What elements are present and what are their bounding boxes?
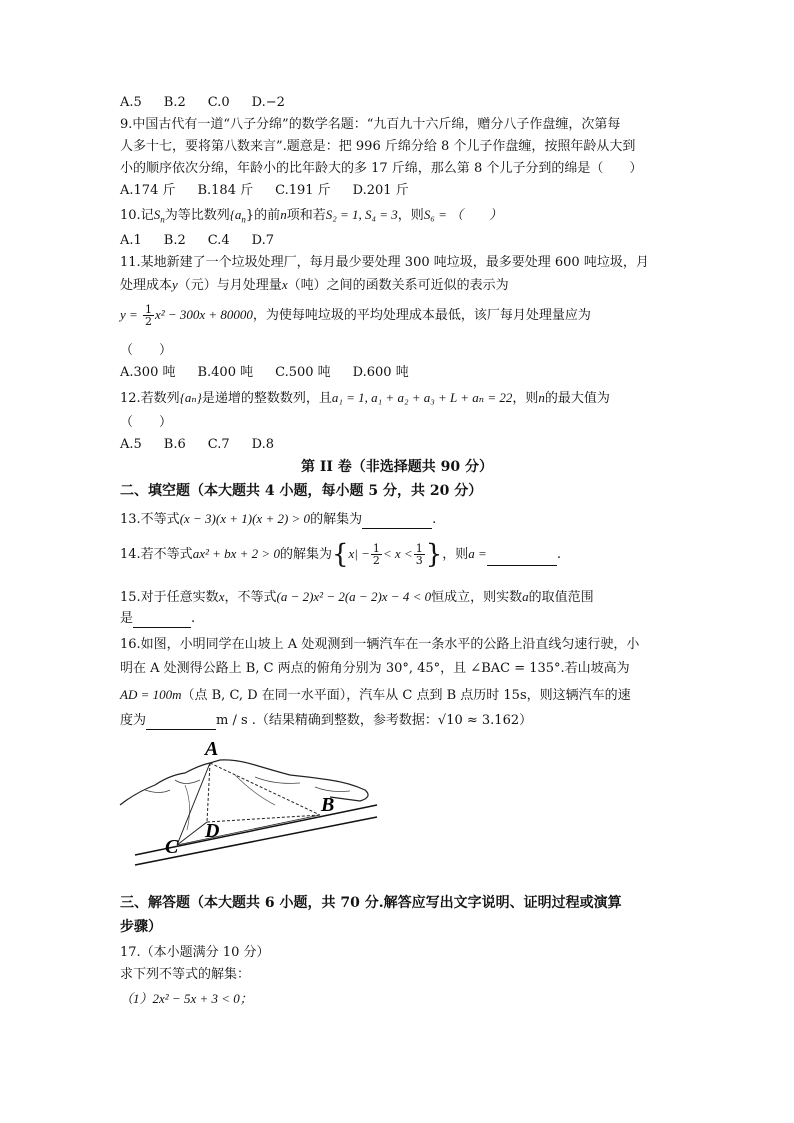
q17-instruction: 求下列不等式的解集： — [120, 967, 251, 982]
label-d: D — [205, 820, 220, 842]
line-ad — [207, 763, 210, 822]
q16-line-1: 16.如图，小明同学在山坡上 A 处观测到一辆汽车在一条水平的公路上沿直线匀速行驶，小 — [120, 637, 640, 652]
q10-option-d: D.7 — [251, 233, 275, 248]
q12-option-d: D.8 — [251, 437, 275, 452]
q10-stem: 10.记$S_n$为等比数列$\{a_n\}$的前n项和若S₂ = 1, S₄ = 3，则S₆ = （ ） — [120, 207, 503, 225]
left-brace-icon: { — [331, 539, 349, 570]
q15-answer-blank[interactable] — [133, 613, 191, 628]
q15-end: . — [191, 611, 196, 626]
q14-answer-blank[interactable] — [487, 551, 557, 566]
q9-option-a: A.174 斤 — [120, 183, 176, 198]
right-brace-icon: } — [425, 539, 443, 570]
q16-line-3 — [120, 686, 631, 705]
q10-option-c: C.4 — [207, 233, 230, 248]
q13-end: . — [432, 512, 437, 527]
q11-text-b: （元）与月处理量 — [177, 278, 282, 293]
q12-options — [120, 436, 296, 454]
q10-text-e: ，则 — [397, 208, 424, 223]
q15-text-d: 的取值范围 — [528, 590, 594, 605]
q17-header: 17.（本小题满分 10 分） — [120, 945, 270, 960]
slope-lines — [185, 775, 275, 830]
label-a: A — [205, 738, 219, 760]
q11-eq-right: x² − 300x + 80000 — [154, 307, 253, 322]
q10-options — [120, 232, 296, 250]
q8-option-b: B.2 — [163, 95, 186, 110]
section3-title-line-1: 三、解答题（本大题共 6 小题，共 70 分.解答应写出文字说明、证明过程或演算 — [120, 895, 622, 911]
q11-text-c: （吨）之间的函数关系可近似的表示为 — [287, 278, 509, 293]
q11-option-d: D.600 吨 — [352, 365, 409, 380]
q13-text-b: 的解集为 — [310, 512, 363, 527]
q16-line-4 — [120, 712, 532, 730]
q15-a: a — [522, 589, 529, 604]
q12-paren: （ ） — [120, 415, 173, 430]
q17-part-1: （1）2x² − 5x + 3 < 0； — [120, 991, 253, 1006]
q11-text-d: ，为使每吨垃圾的平均处理成本最低，该厂每月处理量应为 — [252, 308, 591, 323]
q10-text-d: 项和若 — [286, 208, 326, 223]
q13-stem — [120, 510, 436, 529]
section3-title-line-2: 步骤） — [120, 919, 162, 935]
q14-text-a: 14.若不等式 — [120, 547, 193, 562]
q8-options — [120, 94, 307, 112]
q14-set-mid: < x < — [382, 546, 413, 561]
q12-seq: {aₙ} — [179, 390, 202, 405]
q14-set-left: x| − — [348, 546, 370, 561]
q13-answer-blank[interactable] — [362, 514, 432, 529]
q16-text-c: （点 B, C, D 在同一水平面），汽车从 C 点到 B 点历时 15s，则这辆汽车的速 — [181, 688, 631, 703]
q11-option-b: B.400 吨 — [197, 365, 254, 380]
mountain-texture — [145, 777, 350, 793]
q13-text-a: 13.不等式 — [120, 512, 180, 527]
q11-options — [120, 364, 431, 382]
q14-end: . — [556, 547, 561, 562]
q14-a-eq: a = — [468, 546, 487, 561]
q12-option-c: C.7 — [207, 437, 230, 452]
q10-sn: S — [153, 207, 161, 222]
q15-text-a: 15.对于任意实数 — [120, 590, 219, 605]
q10-n: n — [280, 207, 287, 222]
q9-option-c: C.191 斤 — [275, 183, 331, 198]
label-b: B — [321, 794, 335, 816]
q10-text-b: 为等比数列 — [164, 208, 230, 223]
q11-option-c: C.500 吨 — [275, 365, 331, 380]
q8-option-d: D.−2 — [251, 95, 285, 110]
part2-title: 第 II 卷（非选择题共 90 分） — [300, 459, 494, 475]
q11-line-2 — [120, 276, 509, 295]
q13-inequality: (x − 3)(x + 1)(x + 2) > 0 — [179, 511, 311, 526]
q10-text-c: }的前 — [245, 208, 281, 223]
q8-option-a: A.5 — [120, 95, 142, 110]
q11-fraction: $\frac{1}{2}$ — [144, 303, 152, 328]
label-c: C — [165, 836, 179, 858]
q12-text-b: 是递增的整数数列，且 — [201, 391, 332, 406]
q12-stem — [120, 389, 610, 408]
q14-text-c: ，则 — [442, 547, 469, 562]
q12-condition: a₁ = 1, a₁ + a₂ + a₃ + L + aₙ = 22 — [331, 390, 513, 405]
q9-line-1: 9.中国古代有一道“八子分绵”的数学名题：“九百九十六斤绵，赠分八子作盘缠，次第每 — [120, 117, 621, 132]
q15-text-b: ，不等式 — [224, 590, 277, 605]
q15-stem — [120, 588, 594, 607]
q14-text-b: 的解集为 — [279, 547, 332, 562]
q16-text-d: 度为 — [120, 713, 147, 728]
q12-text-a: 12.若数列 — [120, 391, 180, 406]
q12-option-a: A.5 — [120, 437, 142, 452]
q8-option-c: C.0 — [207, 95, 230, 110]
q10-seq: {a — [229, 207, 242, 222]
q11-line-1: 11.某地新建了一个垃圾处理厂，每月最少要处理 300 吨垃圾，最多要处理 600 吨垃圾，月 — [120, 255, 649, 270]
q14-stem — [120, 539, 561, 570]
q10-option-b: B.2 — [163, 233, 186, 248]
q9-option-b: B.184 斤 — [197, 183, 254, 198]
q16-answer-blank[interactable] — [146, 715, 216, 730]
q10-option-a: A.1 — [120, 233, 142, 248]
section2-title: 二、填空题（本大题共 4 小题，每小题 5 分，共 20 分） — [120, 483, 483, 499]
q11-eq-left: y = — [120, 307, 138, 322]
q11-equation-line — [120, 304, 591, 327]
q12-n: n — [538, 390, 545, 405]
line-ab — [210, 763, 320, 815]
q15-text-e: 是 — [120, 611, 134, 626]
q15-text-c: 恒成立，则实数 — [431, 590, 523, 605]
q14-inequality: ax² + bx + 2 > 0 — [192, 546, 280, 561]
q16-line-2: 明在 A 处测得公路上 B, C 两点的俯角分别为 30°, 45°，且 ∠BAC = 135°.若山坡高为 — [120, 661, 630, 676]
q12-text-c: ，则 — [512, 391, 539, 406]
q11-paren: （ ） — [120, 343, 173, 358]
q11-text-a: 处理成本 — [120, 278, 173, 293]
q11-y: y — [172, 277, 178, 292]
q9-option-d: D.201 斤 — [352, 183, 409, 198]
q16-ad: AD = 100m — [120, 687, 182, 702]
q12-option-b: B.6 — [163, 437, 186, 452]
q14-fraction-1: $\frac{1}{2}$ — [372, 542, 380, 567]
q10-s6: S₆ = （ ） — [423, 207, 503, 222]
q11-option-a: A.300 吨 — [120, 365, 176, 380]
q15-x: x — [218, 589, 225, 604]
q9-line-2: 人多十七，要将第八数来言”.题意是：把 996 斤绵分给 8 个儿子作盘缠，按照年龄从大到 — [120, 139, 636, 154]
q9-line-3: 小的顺序依次分绵，年龄小的比年龄大的多 17 斤绵，那么第 8 个儿子分到的绵是（ ） — [120, 161, 643, 176]
q16-text-e: m / s .（结果精确到整数，参考数据：√10 ≈ 3.162） — [216, 713, 533, 728]
q9-options — [120, 182, 431, 200]
q15-inequality: (a − 2)x² − 2(a − 2)x − 4 < 0 — [276, 589, 432, 604]
q11-x: x — [281, 277, 288, 292]
q12-text-d: 的最大值为 — [544, 391, 610, 406]
mountain-slope-figure — [115, 735, 385, 870]
q10-text-a: 10.记 — [120, 208, 154, 223]
q10-condition: S₂ = 1, S₄ = 3 — [325, 207, 398, 222]
q14-fraction-2: $\frac{1}{3}$ — [415, 542, 423, 567]
q15-line-2 — [120, 610, 195, 628]
